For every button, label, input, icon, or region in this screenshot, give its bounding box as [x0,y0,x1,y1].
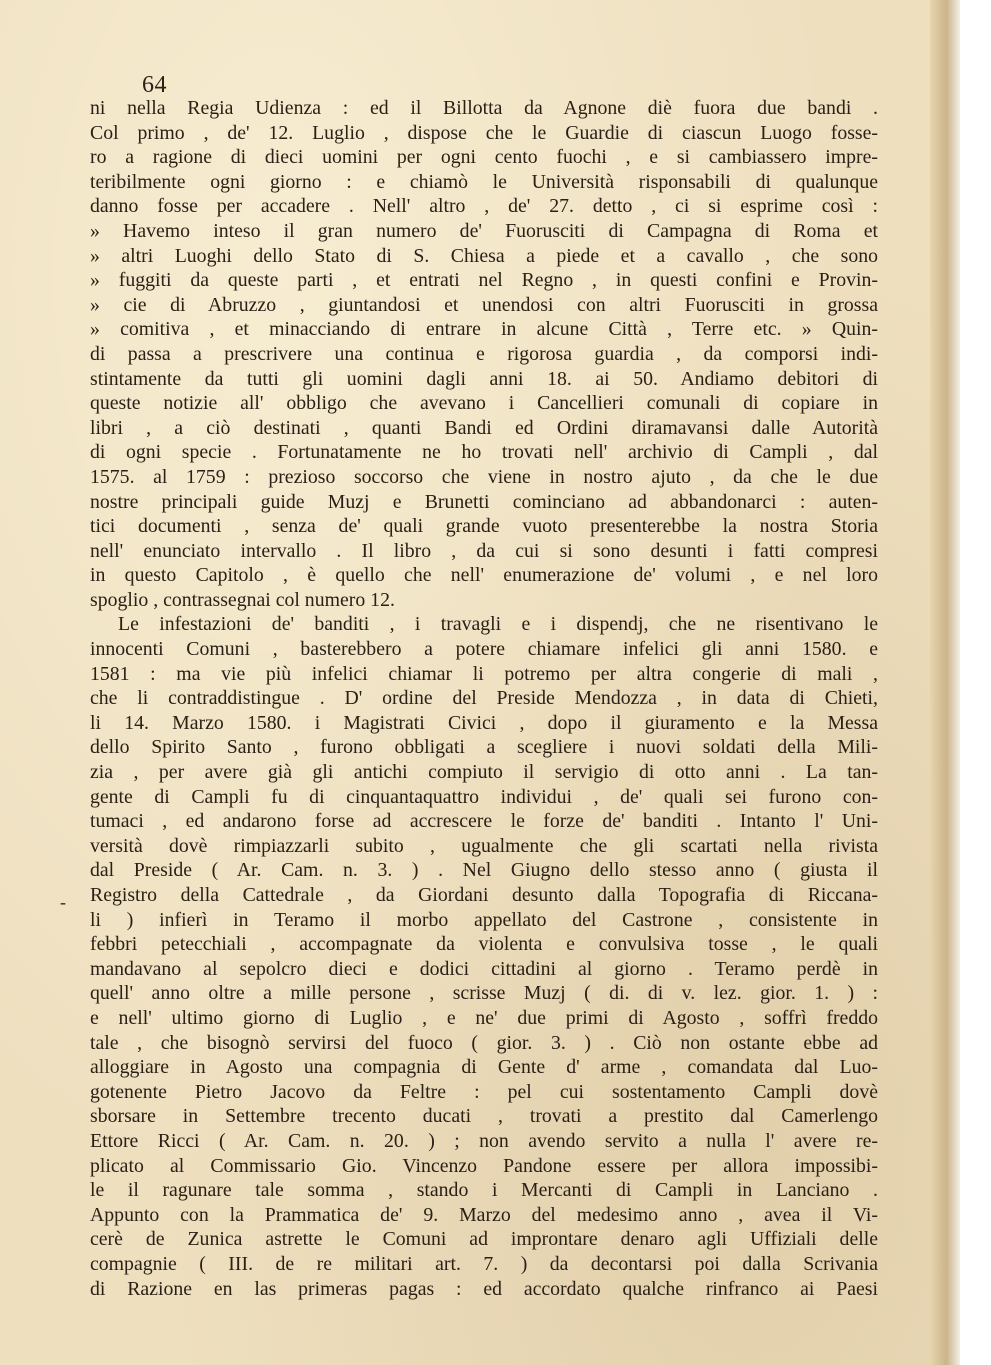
text-line: di passa a prescrivere una continua e rigorosa guardia , da comporsi indi- [90,342,878,365]
text-line: Ettore Ricci ( Ar. Cam. n. 20. ) ; non avendo servito a nulla l' avere re- [90,1129,878,1152]
text-line: Le infestazioni de' banditi , i travagli e i dispendj, che ne risentivano le [118,613,878,636]
text-line: gotenente Pietro Jacovo da Feltre : pel cui sostentamento Campli dovè [90,1080,878,1103]
text-line: danno fosse per accadere . Nell' altro , de' 27. detto , ci si esprime così : [90,195,878,218]
page-edge [930,0,960,1365]
text-line: ni nella Regia Udienza : ed il Billotta da Agnone diè fuora due bandi . [90,97,878,119]
text-line: gente di Campli fu di cinquantaquattro individui , de' quali sei furono con- [90,785,878,808]
text-line: nell' enunciato intervallo . Il libro , da cui si sono desunti i fatti compresi [90,539,878,562]
text-line: » Havemo inteso il gran numero de' Fuorusciti di Campagna di Roma et [90,219,878,242]
text-line: innocenti Comuni , basterebbero a potere chiamare infelici gli anni 1580. e [90,638,878,661]
text-line: in questo Capitolo , è quello che nell' enumerazione de' volumi , e nel loro [90,564,878,587]
text-line: e nell' ultimo giorno di Luglio , e ne' due primi di Agosto , soffrì freddo [90,1006,878,1029]
text-line: zia , per avere già gli antichi compiuto il servigio di otto anni . La tan- [90,761,878,784]
text-line: tale , che bisognò servirsi del fuoco ( gior. 3. ) . Ciò non ostante ebbe ad [90,1031,878,1054]
text-line: plicato al Commissario Gio. Vincenzo Pandone essere per allora impossibi- [90,1154,878,1177]
text-line: versità dovè rimpiazzarli subito , ugualmente che gli scartati nella rivista [90,834,878,857]
text-line: queste notizie all' obbligo che avevano i Cancellieri comunali di copiare in [90,392,878,415]
text-line: cerè de Zunica astrette le Comuni ad improntare denaro agli Uffiziali delle [90,1228,878,1251]
text-line: li ) infierì in Teramo il morbo appellato del Castrone , consistente in [90,908,878,931]
body-text [90,96,878,1301]
text-line: li 14. Marzo 1580. i Magistrati Civici , dopo il giuramento e la Messa [90,711,878,734]
text-line: mandavano al sepolcro dieci e dodici cittadini al giorno . Teramo perdè in [90,957,878,980]
text-line: tumaci , ed andarono forse ad accrescere le forze de' banditi . Intanto l' Uni- [90,810,878,833]
text-line: alloggiare in Agosto una compagnia di Gente d' arme , comandata dal Luo- [90,1056,878,1079]
text-line: 1575. al 1759 : prezioso soccorso che viene in nostro ajuto , da che le due [90,465,878,488]
text-line: febbri petecchiali , accompagnate da violenta e convulsiva tosse , le quali [90,933,878,956]
text-line: » cie di Abruzzo , giuntandosi et unendosi con altri Fuorusciti in grossa [90,293,878,316]
text-line: spoglio , contrassegnai col numero 12. [90,588,395,611]
text-line: stintamente da tutti gli uomini dagli anni 18. ai 50. Andiamo debitori di [90,367,878,390]
text-line: » comitiva , et minacciando di entrare in alcune Città , Terre etc. » Quin- [90,318,878,341]
margin-mark: - [60,892,66,912]
text-line: Appunto con la Prammatica de' 9. Marzo del medesimo anno , avea il Vi- [90,1203,878,1226]
text-line: 1581 : ma vie più infelici chiamar li potremo per altra congerie di mali , [90,662,878,685]
text-line: di ogni specie . Fortunatamente ne ho trovati nell' archivio di Campli , dal [90,441,878,464]
text-line: di Razione en las primeras pagas : ed accordato qualche rinfranco ai Paesi [90,1277,878,1300]
text-line: Col primo , de' 12. Luglio , dispose che le Guardie di ciascun Luogo fosse- [90,121,878,144]
text-line: le il ragunare tale somma , stando i Mercanti di Campli in Lanciano . [90,1179,878,1202]
text-line: Registro della Cattedrale , da Giordani desunto dalla Topografia di Riccana- [90,884,878,906]
text-line: libri , a ciò destinati , quanti Bandi ed Ordini diramavansi dalle Autorità [90,416,878,439]
text-line: sborsare in Settembre trecento ducati , trovati a prestito dal Camerlengo [90,1105,878,1128]
page-number: 64 [142,72,167,98]
text-line: nostre principali guide Muzj e Brunetti cominciano ad abbandonarci : auten- [90,490,878,513]
text-line: dal Preside ( Ar. Cam. n. 3. ) . Nel Giugno dello stesso anno ( giusta il [90,859,878,882]
text-line: » fuggiti da queste parti , et entrati nel Regno , in questi confini e Provin- [90,269,878,292]
text-line: tici documenti , senza de' quali grande vuoto presenterebbe la nostra Storia [90,515,878,538]
text-line: ro a ragione di dieci uomini per ogni cento fuochi , e si cambiassero impre- [90,146,878,169]
text-line: teribilmente ogni giorno : e chiamò le Università risponsabili di qualunque [90,170,878,193]
text-line: dello Spirito Santo , furono obbligati a scegliere i nuovi soldati della Mili- [90,736,878,759]
text-line: quell' anno oltre a mille persone , scrisse Muzj ( di. di v. lez. gior. 1. ) : [90,982,878,1005]
text-line: compagnie ( III. de re militari art. 7. ) da decontarsi poi dalla Scrivania [90,1252,878,1275]
text-line: » altri Luoghi dello Stato di S. Chiesa a piede et a cavallo , che sono [90,244,878,267]
text-line: che li contraddistingue . D' ordine del Preside Mendozza , in data di Chieti, [90,687,878,710]
